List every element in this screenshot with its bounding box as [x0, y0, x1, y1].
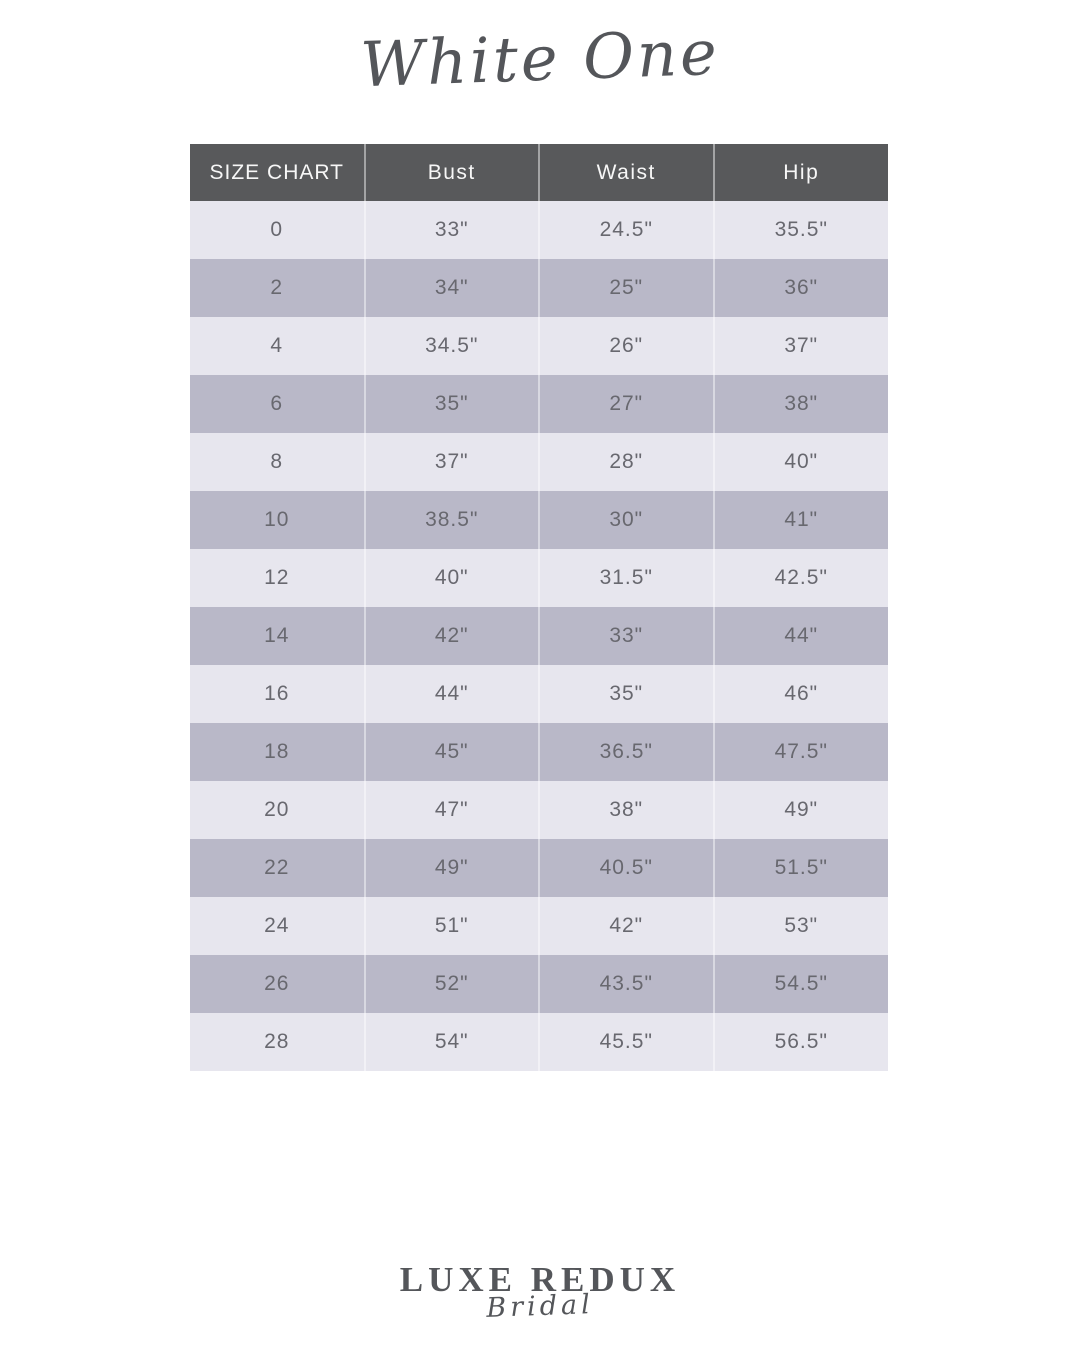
- table-row: [190, 549, 888, 607]
- table-cell: 22: [190, 839, 365, 897]
- footer-logo: [0, 1260, 1080, 1324]
- header-cell-hip: Hip: [714, 144, 889, 201]
- table-cell: 54": [365, 1013, 540, 1071]
- table-cell: 44": [365, 665, 540, 723]
- table-row: [190, 897, 888, 955]
- table-cell: 38": [539, 781, 714, 839]
- table-cell: 28: [190, 1013, 365, 1071]
- table-cell: 20: [190, 781, 365, 839]
- table-cell: 38": [714, 375, 889, 433]
- table-cell: 42": [365, 607, 540, 665]
- table-cell: 35": [365, 375, 540, 433]
- table-cell: 37": [714, 317, 889, 375]
- table-cell: 4: [190, 317, 365, 375]
- table-cell: 36.5": [539, 723, 714, 781]
- table-cell: 42": [539, 897, 714, 955]
- table-row: [190, 433, 888, 491]
- table-cell: 40": [714, 433, 889, 491]
- table-row: [190, 491, 888, 549]
- table-row: [190, 607, 888, 665]
- table-row: [190, 723, 888, 781]
- table-cell: 35.5": [714, 201, 889, 259]
- header-cell-bust: Bust: [365, 144, 540, 201]
- table-cell: 33": [365, 201, 540, 259]
- table-cell: 33": [539, 607, 714, 665]
- table-row: [190, 781, 888, 839]
- table-cell: 24.5": [539, 201, 714, 259]
- table-cell: 40": [365, 549, 540, 607]
- table-cell: 2: [190, 259, 365, 317]
- table-row: [190, 1013, 888, 1071]
- table-cell: 54.5": [714, 955, 889, 1013]
- table-cell: 34.5": [365, 317, 540, 375]
- table-cell: 45": [365, 723, 540, 781]
- size-table-body: [190, 201, 888, 1071]
- table-cell: 44": [714, 607, 889, 665]
- table-row: [190, 665, 888, 723]
- table-cell: 8: [190, 433, 365, 491]
- table-cell: 51.5": [714, 839, 889, 897]
- table-cell: 51": [365, 897, 540, 955]
- table-cell: 28": [539, 433, 714, 491]
- table-cell: 52": [365, 955, 540, 1013]
- header-row: [190, 144, 888, 201]
- table-cell: 40.5": [539, 839, 714, 897]
- table-row: [190, 317, 888, 375]
- table-cell: 27": [539, 375, 714, 433]
- table-cell: 12: [190, 549, 365, 607]
- table-row: [190, 201, 888, 259]
- table-cell: 24: [190, 897, 365, 955]
- header-cell-size-chart: SIZE CHART: [190, 144, 365, 201]
- table-cell: 42.5": [714, 549, 889, 607]
- table-cell: 0: [190, 201, 365, 259]
- table-cell: 6: [190, 375, 365, 433]
- table-cell: 26: [190, 955, 365, 1013]
- table-cell: 36": [714, 259, 889, 317]
- table-cell: 30": [539, 491, 714, 549]
- table-cell: 14: [190, 607, 365, 665]
- table-cell: 34": [365, 259, 540, 317]
- brand-title: White One: [359, 15, 721, 102]
- table-row: [190, 839, 888, 897]
- table-cell: 38.5": [365, 491, 540, 549]
- footer-logo-primary: LUXE REDUX: [399, 1260, 681, 1299]
- table-row: [190, 375, 888, 433]
- table-cell: 18: [190, 723, 365, 781]
- table-cell: 53": [714, 897, 889, 955]
- table-cell: 35": [539, 665, 714, 723]
- table-cell: 41": [714, 491, 889, 549]
- table-cell: 47": [365, 781, 540, 839]
- table-row: [190, 955, 888, 1013]
- table-cell: 16: [190, 665, 365, 723]
- size-table-header: [190, 144, 888, 201]
- table-cell: 56.5": [714, 1013, 889, 1071]
- table-cell: 46": [714, 665, 889, 723]
- table-cell: 49": [714, 781, 889, 839]
- table-cell: 49": [365, 839, 540, 897]
- table-cell: 10: [190, 491, 365, 549]
- footer-logo-secondary: Bridal: [485, 1289, 595, 1324]
- table-cell: 31.5": [539, 549, 714, 607]
- table-row: [190, 259, 888, 317]
- table-cell: 37": [365, 433, 540, 491]
- size-chart-table: [190, 144, 888, 1071]
- table-cell: 25": [539, 259, 714, 317]
- header-cell-waist: Waist: [539, 144, 714, 201]
- table-cell: 47.5": [714, 723, 889, 781]
- table-cell: 26": [539, 317, 714, 375]
- size-chart-table-container: [190, 144, 888, 1071]
- table-cell: 45.5": [539, 1013, 714, 1071]
- table-cell: 43.5": [539, 955, 714, 1013]
